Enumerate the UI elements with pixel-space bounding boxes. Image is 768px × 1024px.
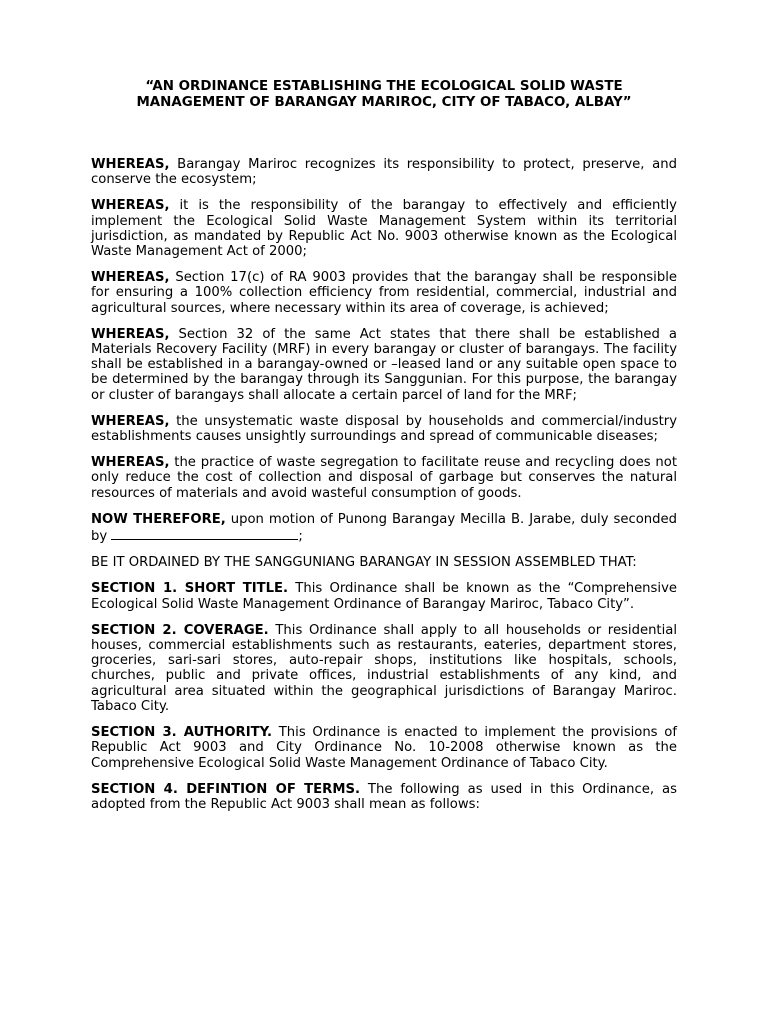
title-line-1: “AN ORDINANCE ESTABLISHING THE ECOLOGICAL SOLID WASTE: [145, 79, 623, 94]
title-line-2: MANAGEMENT OF BARANGAY MARIROC, CITY OF TABACO, ALBAY”: [136, 95, 632, 110]
section-3: [91, 725, 677, 771]
section-heading: SECTION 4. DEFINTION OF TERMS.: [91, 781, 360, 797]
whereas-text: Section 17(c) of RA 9003 provides that the barangay shall be responsible for ensuring a 100% collection efficiency from residential, commercial, industrial and agricultural sources, where necessary within its area of coverage, is achieved;: [91, 270, 677, 316]
document-title: [85, 79, 683, 111]
whereas-clause-4: [91, 327, 677, 403]
section-4: [91, 782, 677, 812]
whereas-lead: WHEREAS,: [91, 198, 170, 214]
whereas-text: the unsystematic waste disposal by households and commercial/industry establishments causes unsightly surroundings and spread of communicable diseases;: [91, 413, 677, 445]
whereas-lead: WHEREAS,: [91, 413, 170, 429]
document-page: [91, 79, 677, 823]
whereas-clause-6: [91, 455, 677, 501]
whereas-lead: WHEREAS,: [91, 455, 170, 471]
now-therefore-text: upon motion of Punong Barangay Mecilla B. Jarabe, duly seconded by: [91, 511, 678, 545]
whereas-clause-1: [91, 157, 677, 187]
ordained-statement: BE IT ORDAINED BY THE SANGGUNIANG BARANGAY IN SESSION ASSEMBLED THAT:: [91, 555, 637, 571]
section-2: [91, 623, 677, 714]
whereas-lead: WHEREAS,: [91, 270, 170, 286]
whereas-lead: WHEREAS,: [91, 326, 170, 342]
whereas-text: the practice of waste segregation to facilitate reuse and recycling does not only reduce the cost of collection and disposal of garbage but conserves the natural resources of materials and avoid wasteful consumption of goods.: [91, 455, 677, 501]
now-therefore-clause: [91, 512, 677, 544]
whereas-text: Section 32 of the same Act states that there shall be established a Materials Recovery Facility (MRF) in every barangay or cluster of barangays. The facility shall be established in a barangay-owned or –leased land or any suitable open space to be determined by the barangay through its Sanggunian. For this purpose, the barangay or cluster of barangays shall allocate a certain parcel of land for the MRF;: [91, 326, 677, 403]
section-text: This Ordinance is enacted to implement the provisions of Republic Act 9003 and City Ordinance No. 10-2008 otherwise known as the Comprehensive Ecological Solid Waste Management Ordinance of Tabaco City.: [91, 725, 678, 771]
now-therefore-lead: NOW THEREFORE,: [91, 511, 226, 527]
section-text: The following as used in this Ordinance, as adopted from the Republic Act 9003 shall mean as follows:: [91, 781, 677, 812]
now-therefore-end: ;: [298, 529, 303, 545]
whereas-clause-3: [91, 270, 677, 316]
whereas-lead: WHEREAS,: [91, 157, 170, 172]
section-heading: SECTION 3. AUTHORITY.: [91, 725, 272, 741]
section-1: [91, 581, 677, 611]
whereas-text: it is the responsibility of the barangay to effectively and efficiently implement the Ecological Solid Waste Management System within its territorial jurisdiction, as mandated by Republic Act No. 9003 otherwise known as the Ecological Waste Management Act of 2000;: [91, 198, 677, 260]
whereas-clause-5: [91, 414, 677, 444]
section-text: This Ordinance shall apply to all households or residential houses, commercial establishments such as restaurants, eateries, department stores, groceries, sari-sari stores, auto-repair shops, institutions like hospitals, schools, churches, public and private offices, industrial establishments of any kind, and agricultural area situated within the geographical jurisdictions of Barangay Mariroc. Tabaco City.: [91, 622, 678, 714]
section-heading: SECTION 2. COVERAGE.: [91, 622, 269, 638]
whereas-text: Barangay Mariroc recognizes its responsibility to protect, preserve, and conserve the ecosystem;: [91, 157, 677, 188]
section-text: This Ordinance shall be known as the “Comprehensive Ecological Solid Waste Management Ordinance of Barangay Mariroc, Tabaco City”.: [91, 581, 677, 612]
seconder-blank-line: [111, 527, 298, 540]
section-heading: SECTION 1. SHORT TITLE.: [91, 581, 289, 597]
whereas-clause-2: [91, 198, 677, 259]
